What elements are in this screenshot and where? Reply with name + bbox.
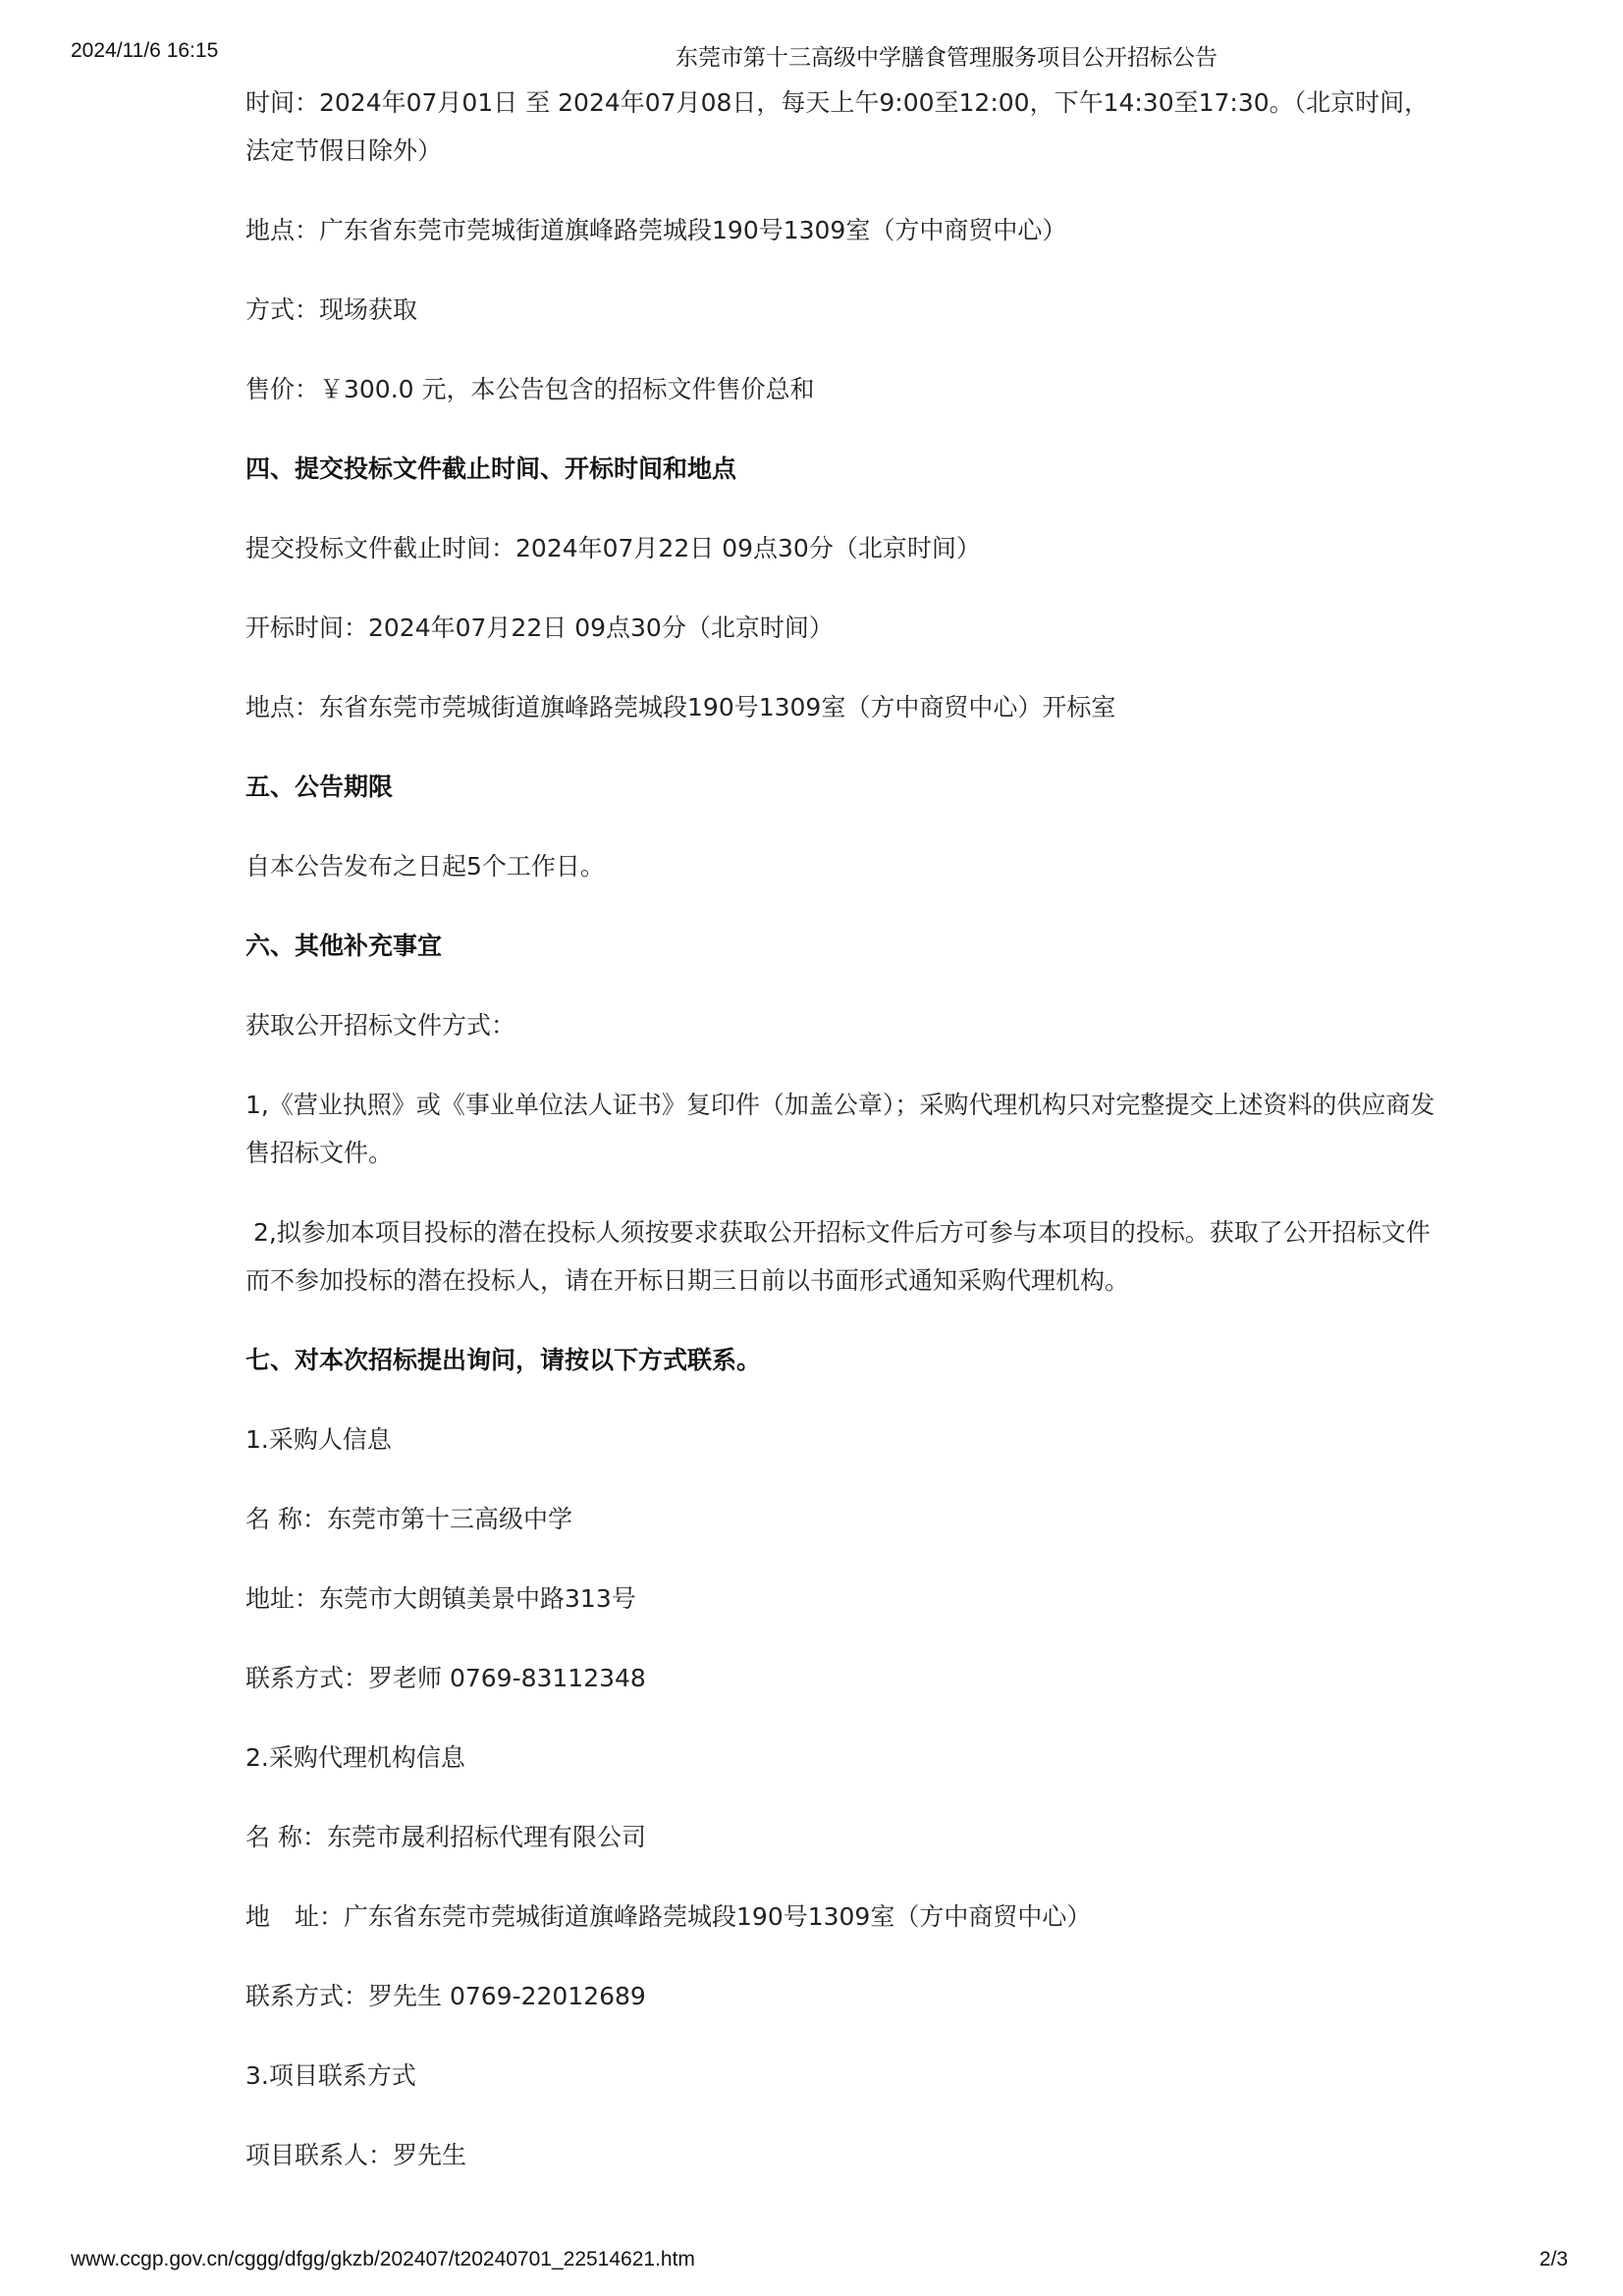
print-page-title: 东莞市第十三高级中学膳食管理服务项目公开招标公告: [676, 45, 1217, 71]
doc-obtain-item-1: 1,《营业执照》或《事业单位法人证书》复印件（加盖公章）；采购代理机构只对完整提交上述资料的供应商发售招标文件。: [245, 1091, 1435, 1167]
doc-project-contact-heading: 3.项目联系方式: [245, 2061, 416, 2090]
print-datetime: 2024/11/6 16:15: [71, 39, 219, 62]
doc-location: 地点：广东省东莞市莞城街道旗峰路莞城段190号1309室（方中商贸中心）: [245, 216, 1067, 244]
doc-project-contact-person: 项目联系人：罗先生: [245, 2141, 467, 2169]
doc-agency-contact: 联系方式：罗先生 0769-22012689: [245, 1982, 646, 2010]
doc-period: 自本公告发布之日起5个工作日。: [245, 852, 605, 881]
doc-purchaser-address: 地址：东莞市大朗镇美景中路313号: [245, 1584, 636, 1613]
section-heading-5: 五、公告期限: [245, 773, 394, 801]
section-heading-4: 四、提交投标文件截止时间、开标时间和地点: [245, 454, 737, 483]
doc-purchaser-name: 名 称：东莞市第十三高级中学: [245, 1505, 572, 1533]
doc-purchaser-contact: 联系方式：罗老师 0769-83112348: [245, 1664, 646, 1692]
doc-purchaser-heading: 1.采购人信息: [245, 1425, 392, 1454]
doc-agency-name: 名 称：东莞市晟利招标代理有限公司: [245, 1823, 646, 1851]
doc-agency-address: 地 址：广东省东莞市莞城街道旗峰路莞城段190号1309室（方中商贸中心）: [245, 1902, 1092, 1931]
doc-obtain-method: 获取公开招标文件方式：: [245, 1011, 516, 1040]
section-heading-7: 七、对本次招标提出询问，请按以下方式联系。: [245, 1346, 762, 1374]
doc-opening-time: 开标时间：2024年07月22日 09点30分（北京时间）: [245, 614, 834, 642]
doc-method: 方式：现场获取: [245, 295, 418, 324]
section-heading-6: 六、其他补充事宜: [245, 932, 443, 960]
doc-deadline: 提交投标文件截止时间：2024年07月22日 09点30分（北京时间）: [245, 534, 981, 562]
doc-price: 售价：￥300.0 元，本公告包含的招标文件售价总和: [245, 375, 815, 403]
document-body: [245, 79, 1443, 2211]
print-url: www.ccgp.gov.cn/cggg/dfgg/gkzb/202407/t20240701_22514621.htm: [71, 2248, 695, 2270]
print-page-number: 2/3: [1539, 2248, 1568, 2270]
doc-time: 时间：2024年07月01日 至 2024年07月08日，每天上午9:00至12:00，下午14:30至17:30。（北京时间，法定节假日除外）: [245, 88, 1430, 165]
doc-opening-location: 地点：东省东莞市莞城街道旗峰路莞城段190号1309室（方中商贸中心）开标室: [245, 693, 1116, 721]
doc-agency-heading: 2.采购代理机构信息: [245, 1743, 465, 1772]
doc-obtain-item-2: 2,拟参加本项目投标的潜在投标人须按要求获取公开招标文件后方可参与本项目的投标。获取了公开招标文件而不参加投标的潜在投标人，请在开标日期三日前以书面形式通知采购代理机构。: [245, 1218, 1431, 1295]
